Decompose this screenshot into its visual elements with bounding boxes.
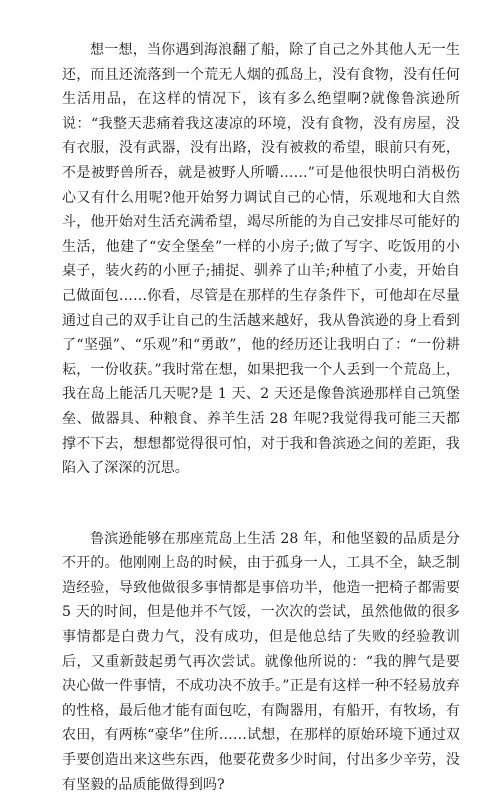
paragraph-2: 鲁滨逊能够在那座荒岛上生活 28 年，和他坚毅的品质是分不开的。他刚刚上岛的时候，由于孤身一人，工具不全，缺乏制造经验，导致他做很多事情都是事倍功半，他造一把椅子都需要 5 天的时间，但是他并不气馁，一次次的尝试，虽然他做的很多事情都是白费力气，没有成功，但是他总结了失败的经验教训后，又重新鼓起勇气再次尝试。就像他所说的：“我的脾气是要决心做一件事情，不成功决不放手。”正是有这样一种不轻易放弃的性格，最后他才能有面包吃，有陶器用，有船开，有牧场，有农田，有两栋“豪华”住所……试想，在那样的原始环境下通过双手要创造出来这些东西，他要花费多少时间，付出多少辛劳，没有坚毅的品质能做得到吗? [62, 530, 460, 793]
paragraph-1: 想一想，当你遇到海浪翻了船，除了自己之外其他人无一生还，而且还流落到一个荒无人烟的孤岛上，没有食物，没有任何生活用品，在这样的情况下，该有多么绝望啊?就像鲁滨逊所说：“我整天悲痛着我这凄凉的环境，没有食物，没有房屋，没有衣服，没有武器，没有出路，没有被救的希望，眼前只有死，不是被野兽所吞，就是被野人所嚼……”可是他很快明白消极伤心又有什么用呢?他开始努力调试自己的心情，乐观地和大自然斗，他开始对生活充满希望，竭尽所能的为自己安排尽可能好的生活，他建了“安全堡垒”一样的小房子;做了写字、吃饭用的小桌子，装火药的小匣子;捕捉、驯养了山羊;种植了小麦，开始自己做面包……你看，尽管是在那样的生存条件下，可他却在尽量通过自己的双手让自己的生活越来越好，我从鲁滨逊的身上看到了“坚强”、“乐观”和“勇敢”，他的经历还让我明白了：“一份耕耘，一份收获。”我时常在想，如果把我一个人丢到一个荒岛上，我在岛上能活几天呢?是 1 天、2 天还是像鲁滨逊那样自己筑堡垒、做器具、种粮食、养羊生活 28 年呢?我觉得我可能三天都撑不下去，想想都觉得很可怕，对于我和鲁滨逊之间的差距，我陷入了深深的沉思。 [62, 42, 460, 477]
